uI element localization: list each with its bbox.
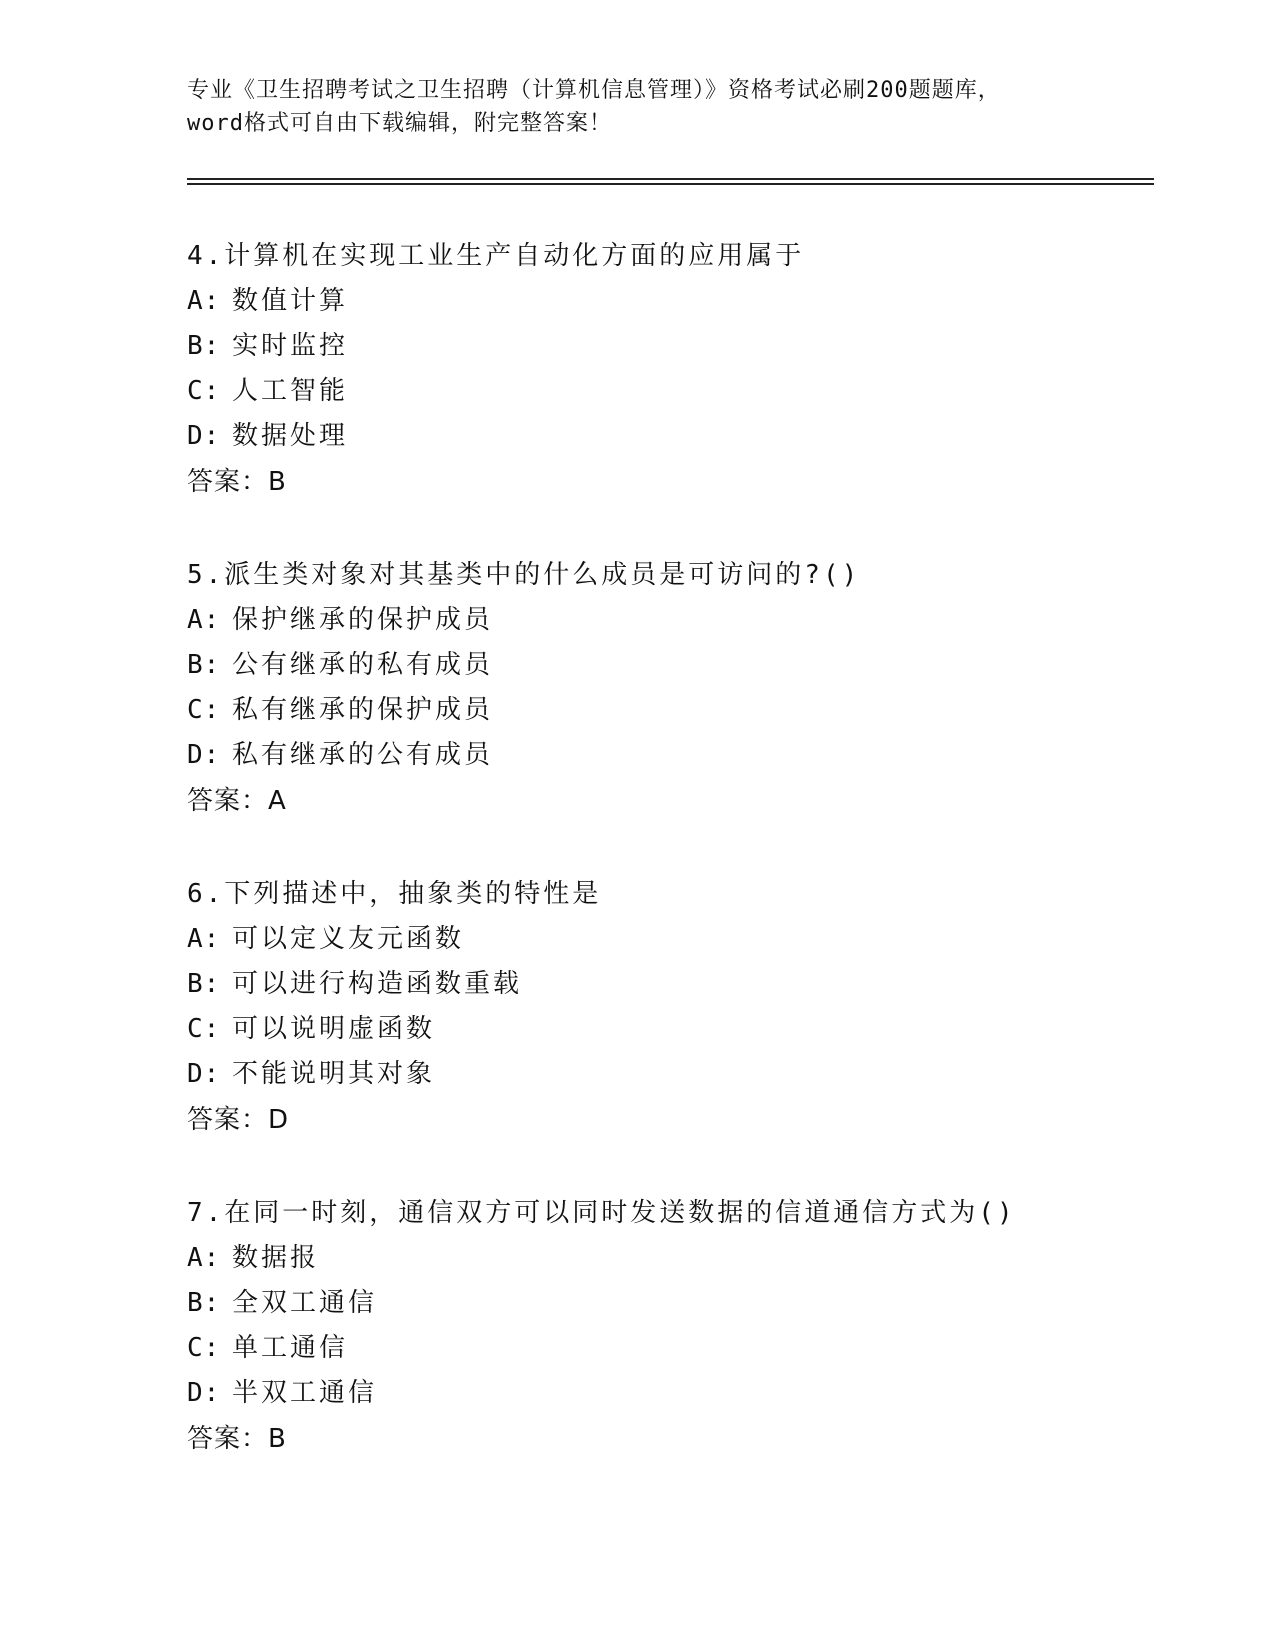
option-key: D:: [187, 1059, 221, 1089]
option-key: B:: [187, 1288, 221, 1318]
option-key: C:: [187, 695, 221, 725]
option-text: 数据报: [232, 1243, 320, 1273]
option-key: C:: [187, 376, 221, 406]
option-text: 全双工通信: [232, 1288, 378, 1318]
option-text: 可以进行构造函数重载: [232, 969, 523, 999]
option-key: A:: [187, 924, 221, 954]
question-stem: 4.计算机在实现工业生产自动化方面的应用属于: [187, 241, 805, 271]
option-d: [187, 733, 1187, 778]
answer-line: 答案：D: [187, 1105, 290, 1135]
option-key: C:: [187, 1014, 221, 1044]
option-text: 可以说明虚函数: [232, 1014, 436, 1044]
option-text: 保护继承的保护成员: [232, 605, 494, 635]
answer-line: 答案：A: [187, 786, 287, 816]
question-block: [187, 872, 1187, 1144]
question-block: [187, 234, 1187, 506]
option-key: A:: [187, 286, 221, 316]
question-stem: 7.在同一时刻，通信双方可以同时发送数据的信道通信方式为(): [187, 1198, 1016, 1228]
option-key: D:: [187, 421, 221, 451]
option-key: A:: [187, 1243, 221, 1273]
header-line-1: 专业《卫生招聘考试之卫生招聘（计算机信息管理）》资格考试必刷200题题库，: [187, 78, 1001, 103]
header-divider-top: [187, 178, 1154, 180]
answer-line: 答案：B: [187, 1424, 287, 1454]
option-text: 单工通信: [232, 1333, 349, 1363]
option-text: 私有继承的保护成员: [232, 695, 494, 725]
option-b: [187, 324, 1187, 369]
header-divider-bottom: [187, 183, 1154, 185]
question-stem: 5.派生类对象对其基类中的什么成员是可访问的?(): [187, 560, 861, 590]
option-text: 公有继承的私有成员: [232, 650, 494, 680]
option-a: [187, 279, 1187, 324]
option-key: D:: [187, 740, 221, 770]
question-stem: 6.下列描述中，抽象类的特性是: [187, 879, 602, 909]
option-text: 可以定义友元函数: [232, 924, 465, 954]
option-text: 人工智能: [232, 376, 349, 406]
option-a: [187, 1236, 1187, 1281]
option-b: [187, 962, 1187, 1007]
document-header: [187, 74, 1087, 140]
option-c: [187, 688, 1187, 733]
question-block: [187, 1191, 1187, 1463]
option-d: [187, 1052, 1187, 1097]
option-c: [187, 1007, 1187, 1052]
option-key: B:: [187, 650, 221, 680]
answer-line: 答案：B: [187, 467, 287, 497]
option-key: A:: [187, 605, 221, 635]
option-text: 数值计算: [232, 286, 349, 316]
option-text: 私有继承的公有成员: [232, 740, 494, 770]
option-key: C:: [187, 1333, 221, 1363]
option-text: 数据处理: [232, 421, 349, 451]
option-c: [187, 369, 1187, 414]
option-key: B:: [187, 969, 221, 999]
option-b: [187, 1281, 1187, 1326]
option-text: 半双工通信: [232, 1378, 378, 1408]
header-line-2: word格式可自由下载编辑，附完整答案！: [187, 111, 612, 136]
option-d: [187, 1371, 1187, 1416]
question-block: [187, 553, 1187, 825]
option-key: B:: [187, 331, 221, 361]
option-text: 实时监控: [232, 331, 349, 361]
option-text: 不能说明其对象: [232, 1059, 436, 1089]
option-a: [187, 917, 1187, 962]
option-key: D:: [187, 1378, 221, 1408]
option-c: [187, 1326, 1187, 1371]
option-d: [187, 414, 1187, 459]
option-a: [187, 598, 1187, 643]
option-b: [187, 643, 1187, 688]
